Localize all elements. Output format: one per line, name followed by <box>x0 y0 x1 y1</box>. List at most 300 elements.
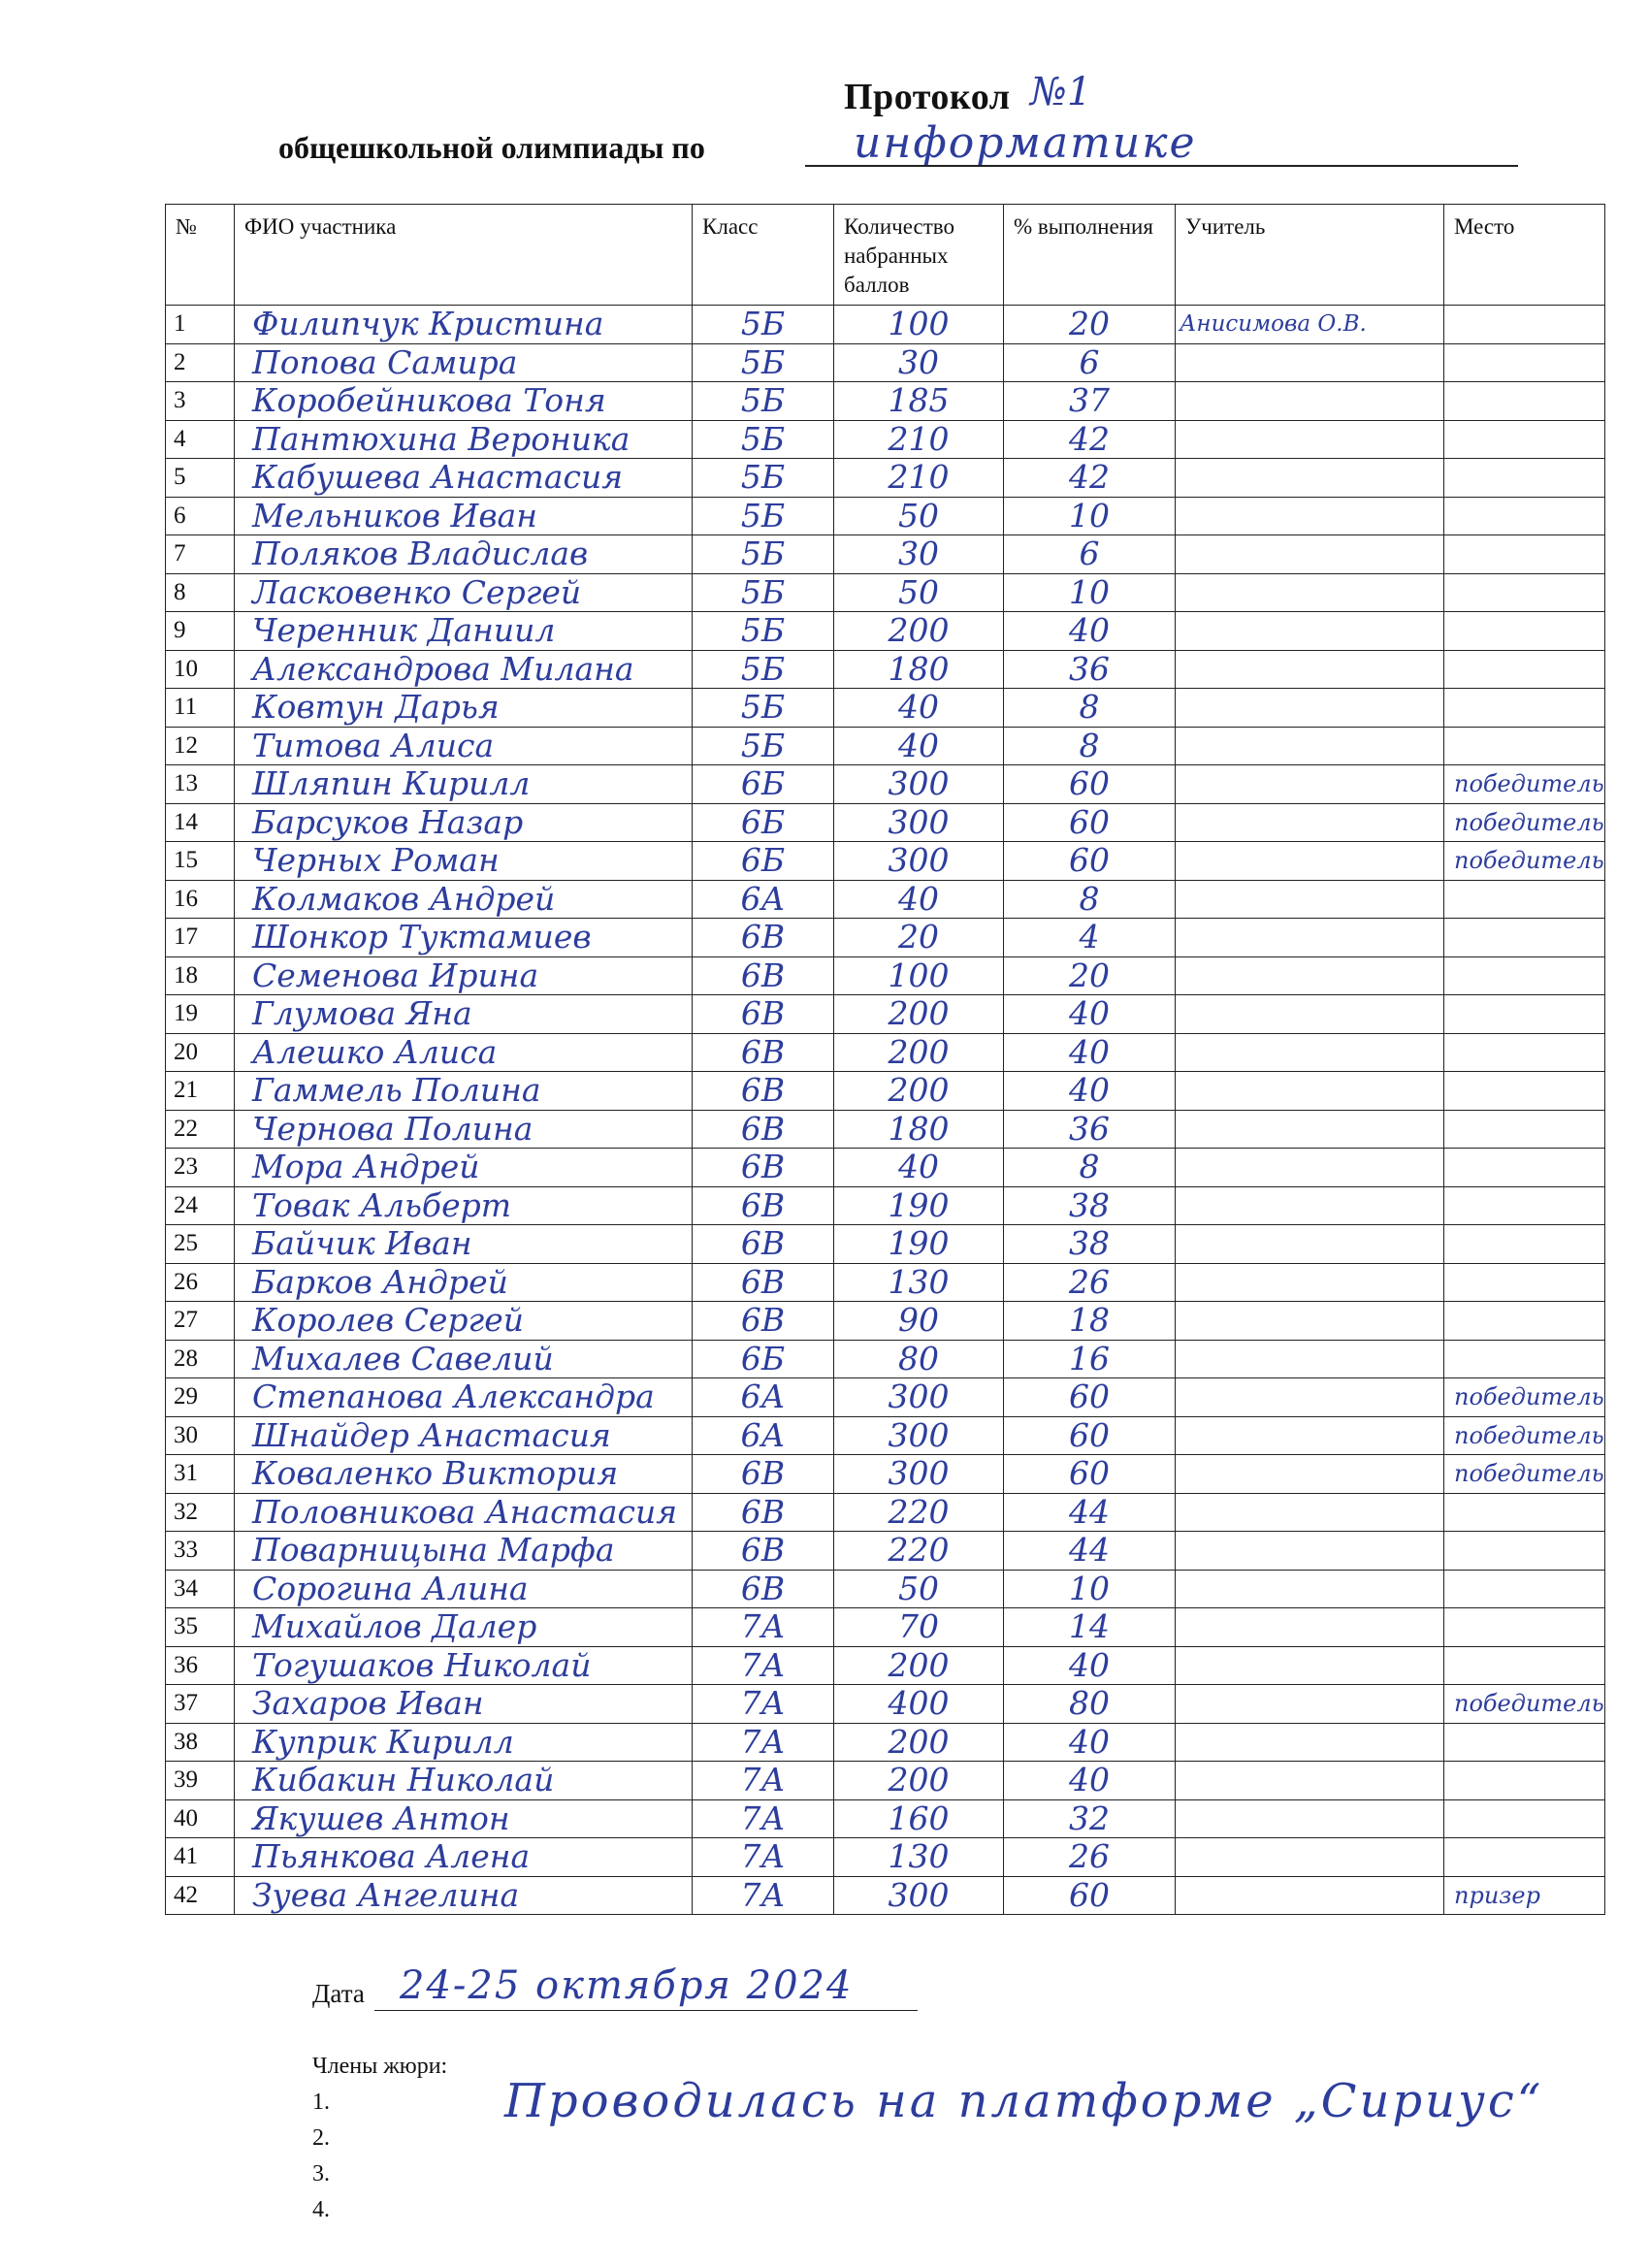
table-row <box>166 1340 1605 1378</box>
row-number: 10 <box>166 650 235 689</box>
row-number: 22 <box>166 1110 235 1149</box>
participant-score: 40 <box>834 880 1004 919</box>
participant-place <box>1444 382 1605 421</box>
row-number: 2 <box>166 343 235 382</box>
participant-place <box>1444 1723 1605 1762</box>
participant-name: Шнайдер Анастасия <box>235 1416 693 1455</box>
participant-percent: 44 <box>1004 1532 1176 1571</box>
participant-class: 5Б <box>693 689 834 728</box>
participant-teacher <box>1176 497 1444 535</box>
participant-name: Ковтун Дарья <box>235 689 693 728</box>
participant-name: Захаров Иван <box>235 1685 693 1724</box>
participant-class: 7А <box>693 1799 834 1838</box>
participant-score: 90 <box>834 1302 1004 1341</box>
column-header: Учитель <box>1176 205 1444 306</box>
participant-percent: 40 <box>1004 1762 1176 1800</box>
participant-place <box>1444 956 1605 995</box>
row-number: 26 <box>166 1263 235 1302</box>
participant-place <box>1444 650 1605 689</box>
table-row <box>166 1876 1605 1915</box>
table-row <box>166 1799 1605 1838</box>
participant-percent: 20 <box>1004 956 1176 995</box>
participant-name: Куприк Кирилл <box>235 1723 693 1762</box>
table-row <box>166 1263 1605 1302</box>
participant-place <box>1444 1799 1605 1838</box>
participant-class: 7А <box>693 1646 834 1685</box>
participant-teacher <box>1176 535 1444 574</box>
participant-teacher <box>1176 343 1444 382</box>
row-number: 9 <box>166 612 235 651</box>
table-row <box>166 956 1605 995</box>
participant-place <box>1444 995 1605 1034</box>
participant-name: Александрова Милана <box>235 650 693 689</box>
participant-percent: 26 <box>1004 1263 1176 1302</box>
participant-percent: 36 <box>1004 1110 1176 1149</box>
participant-teacher <box>1176 1723 1444 1762</box>
table-row <box>166 1416 1605 1455</box>
participant-class: 5Б <box>693 612 834 651</box>
participant-percent: 60 <box>1004 1378 1176 1417</box>
row-number: 27 <box>166 1302 235 1341</box>
table-row <box>166 306 1605 344</box>
participant-teacher <box>1176 1186 1444 1225</box>
participant-score: 50 <box>834 573 1004 612</box>
table-row <box>166 880 1605 919</box>
participant-name: Тогушаков Николай <box>235 1646 693 1685</box>
table-row <box>166 1762 1605 1800</box>
participant-place <box>1444 1110 1605 1149</box>
row-number: 6 <box>166 497 235 535</box>
participant-score: 190 <box>834 1225 1004 1264</box>
participant-place <box>1444 1149 1605 1187</box>
participant-class: 6Б <box>693 765 834 804</box>
table-row <box>166 1608 1605 1647</box>
document-title: Протокол <box>844 77 1011 117</box>
participant-score: 30 <box>834 535 1004 574</box>
table-row <box>166 535 1605 574</box>
participant-percent: 38 <box>1004 1225 1176 1264</box>
participant-name: Михалев Савелий <box>235 1340 693 1378</box>
participant-teacher <box>1176 1149 1444 1187</box>
participant-class: 6А <box>693 1378 834 1417</box>
participant-place <box>1444 612 1605 651</box>
participant-percent: 8 <box>1004 1149 1176 1187</box>
participant-teacher <box>1176 880 1444 919</box>
participant-teacher <box>1176 573 1444 612</box>
participant-score: 210 <box>834 420 1004 459</box>
row-number: 23 <box>166 1149 235 1187</box>
participant-name: Зуева Ангелина <box>235 1876 693 1915</box>
participant-teacher <box>1176 1685 1444 1724</box>
row-number: 14 <box>166 803 235 842</box>
participant-percent: 10 <box>1004 1570 1176 1608</box>
participant-percent: 4 <box>1004 919 1176 957</box>
participant-class: 7А <box>693 1608 834 1647</box>
participant-place <box>1444 1302 1605 1341</box>
row-number: 29 <box>166 1378 235 1417</box>
participant-place <box>1444 535 1605 574</box>
participant-percent: 40 <box>1004 1646 1176 1685</box>
jury-item: 3. <box>312 2161 330 2187</box>
participant-name: Мора Андрей <box>235 1149 693 1187</box>
row-number: 33 <box>166 1532 235 1571</box>
participant-place <box>1444 727 1605 765</box>
table-row <box>166 1838 1605 1877</box>
participant-class: 6В <box>693 1455 834 1494</box>
participant-score: 200 <box>834 612 1004 651</box>
participant-teacher <box>1176 765 1444 804</box>
participant-score: 300 <box>834 803 1004 842</box>
participant-percent: 26 <box>1004 1838 1176 1877</box>
participant-percent: 36 <box>1004 650 1176 689</box>
participant-percent: 60 <box>1004 765 1176 804</box>
participant-class: 6Б <box>693 1340 834 1378</box>
participant-place: победитель <box>1444 803 1605 842</box>
participant-percent: 60 <box>1004 842 1176 881</box>
participant-percent: 8 <box>1004 727 1176 765</box>
row-number: 15 <box>166 842 235 881</box>
participant-name: Черенник Даниил <box>235 612 693 651</box>
participant-teacher <box>1176 1838 1444 1877</box>
participant-teacher <box>1176 382 1444 421</box>
participant-name: Товак Альберт <box>235 1186 693 1225</box>
row-number: 11 <box>166 689 235 728</box>
participant-name: Коваленко Виктория <box>235 1455 693 1494</box>
participant-score: 300 <box>834 1876 1004 1915</box>
participant-place <box>1444 1608 1605 1647</box>
participant-percent: 60 <box>1004 1876 1176 1915</box>
participant-percent: 42 <box>1004 420 1176 459</box>
participant-score: 190 <box>834 1186 1004 1225</box>
table-body <box>166 306 1605 1915</box>
row-number: 38 <box>166 1723 235 1762</box>
participant-score: 300 <box>834 1416 1004 1455</box>
participant-place: победитель <box>1444 842 1605 881</box>
participant-class: 6В <box>693 1110 834 1149</box>
participant-class: 6В <box>693 919 834 957</box>
participant-place: победитель <box>1444 1685 1605 1724</box>
row-number: 41 <box>166 1838 235 1877</box>
participant-name: Гаммель Полина <box>235 1072 693 1111</box>
participant-score: 300 <box>834 1378 1004 1417</box>
participant-score: 200 <box>834 1033 1004 1072</box>
table-row <box>166 1302 1605 1341</box>
participant-teacher <box>1176 459 1444 498</box>
table-header-row <box>166 205 1605 306</box>
document-header <box>0 0 1649 175</box>
participant-percent: 60 <box>1004 1416 1176 1455</box>
jury-list <box>312 2085 447 2228</box>
participant-place <box>1444 880 1605 919</box>
table-row <box>166 1685 1605 1724</box>
participant-teacher <box>1176 1493 1444 1532</box>
subject-underline <box>805 165 1518 167</box>
table-row <box>166 497 1605 535</box>
participant-score: 40 <box>834 1149 1004 1187</box>
participant-teacher <box>1176 1876 1444 1915</box>
participant-place <box>1444 497 1605 535</box>
participant-teacher <box>1176 1110 1444 1149</box>
participant-class: 6В <box>693 995 834 1034</box>
participant-name: Поварницына Марфа <box>235 1532 693 1571</box>
row-number: 13 <box>166 765 235 804</box>
participant-score: 300 <box>834 1455 1004 1494</box>
date-value: 24-25 октября 2024 <box>400 1963 854 2008</box>
participant-percent: 20 <box>1004 306 1176 344</box>
table-row <box>166 1225 1605 1264</box>
participant-score: 40 <box>834 727 1004 765</box>
participant-percent: 10 <box>1004 497 1176 535</box>
participant-class: 5Б <box>693 382 834 421</box>
table-row <box>166 573 1605 612</box>
participant-percent: 32 <box>1004 1799 1176 1838</box>
participant-teacher <box>1176 803 1444 842</box>
participant-percent: 40 <box>1004 1033 1176 1072</box>
participant-percent: 60 <box>1004 803 1176 842</box>
participant-place <box>1444 1340 1605 1378</box>
row-number: 25 <box>166 1225 235 1264</box>
participant-percent: 16 <box>1004 1340 1176 1378</box>
participant-class: 5Б <box>693 497 834 535</box>
participant-score: 300 <box>834 842 1004 881</box>
row-number: 39 <box>166 1762 235 1800</box>
participant-score: 200 <box>834 1072 1004 1111</box>
participant-place <box>1444 1838 1605 1877</box>
participant-place <box>1444 1532 1605 1571</box>
participant-place <box>1444 306 1605 344</box>
table-row <box>166 1033 1605 1072</box>
participant-class: 6В <box>693 1072 834 1111</box>
participant-teacher <box>1176 1416 1444 1455</box>
participant-teacher <box>1176 1378 1444 1417</box>
participant-place <box>1444 1072 1605 1111</box>
participant-class: 6В <box>693 1225 834 1264</box>
date-underline <box>374 2010 918 2011</box>
participant-teacher <box>1176 995 1444 1034</box>
participant-percent: 6 <box>1004 535 1176 574</box>
participant-percent: 60 <box>1004 1455 1176 1494</box>
table-row <box>166 995 1605 1034</box>
column-header: № <box>166 205 235 306</box>
participant-teacher <box>1176 1646 1444 1685</box>
participant-name: Михайлов Далер <box>235 1608 693 1647</box>
column-header: Место <box>1444 205 1605 306</box>
table-row <box>166 1378 1605 1417</box>
participant-teacher <box>1176 1033 1444 1072</box>
participant-name: Попова Самира <box>235 343 693 382</box>
row-number: 20 <box>166 1033 235 1072</box>
participant-class: 5Б <box>693 343 834 382</box>
row-number: 18 <box>166 956 235 995</box>
participant-percent: 42 <box>1004 459 1176 498</box>
table-row <box>166 1110 1605 1149</box>
participant-percent: 44 <box>1004 1493 1176 1532</box>
participant-percent: 18 <box>1004 1302 1176 1341</box>
row-number: 17 <box>166 919 235 957</box>
participant-name: Поляков Владислав <box>235 535 693 574</box>
participant-percent: 14 <box>1004 1608 1176 1647</box>
participant-class: 5Б <box>693 573 834 612</box>
participant-class: 5Б <box>693 650 834 689</box>
participant-name: Алешко Алиса <box>235 1033 693 1072</box>
participant-teacher <box>1176 1762 1444 1800</box>
table-row <box>166 1149 1605 1187</box>
table-row <box>166 1493 1605 1532</box>
participant-name: Чернова Полина <box>235 1110 693 1149</box>
participant-name: Черных Роман <box>235 842 693 881</box>
olympiad-subject: информатике <box>854 118 1197 168</box>
participant-score: 180 <box>834 1110 1004 1149</box>
table-row <box>166 1646 1605 1685</box>
row-number: 19 <box>166 995 235 1034</box>
participant-teacher <box>1176 1302 1444 1341</box>
participant-teacher <box>1176 956 1444 995</box>
row-number: 5 <box>166 459 235 498</box>
participant-class: 5Б <box>693 727 834 765</box>
participant-percent: 8 <box>1004 689 1176 728</box>
participant-name: Барсуков Назар <box>235 803 693 842</box>
participant-teacher <box>1176 842 1444 881</box>
participant-score: 100 <box>834 956 1004 995</box>
jury-label: Члены жюри: <box>312 2054 448 2079</box>
table-row <box>166 727 1605 765</box>
participant-teacher <box>1176 1225 1444 1264</box>
participant-place <box>1444 420 1605 459</box>
participant-teacher <box>1176 1340 1444 1378</box>
participant-name: Сорогина Алина <box>235 1570 693 1608</box>
column-header: Количество набранных баллов <box>834 205 1004 306</box>
participant-class: 6В <box>693 1570 834 1608</box>
participant-teacher <box>1176 1455 1444 1494</box>
participant-name: Шляпин Кирилл <box>235 765 693 804</box>
participant-place <box>1444 1493 1605 1532</box>
participant-class: 5Б <box>693 306 834 344</box>
row-number: 8 <box>166 573 235 612</box>
table-row <box>166 1532 1605 1571</box>
participant-score: 20 <box>834 919 1004 957</box>
table-row <box>166 1570 1605 1608</box>
table-row <box>166 1072 1605 1111</box>
table-row <box>166 803 1605 842</box>
participant-class: 7А <box>693 1876 834 1915</box>
participant-score: 180 <box>834 650 1004 689</box>
row-number: 32 <box>166 1493 235 1532</box>
participant-score: 220 <box>834 1493 1004 1532</box>
participant-name: Титова Алиса <box>235 727 693 765</box>
table-row <box>166 765 1605 804</box>
participant-class: 6В <box>693 1149 834 1187</box>
participant-teacher <box>1176 727 1444 765</box>
participant-place <box>1444 343 1605 382</box>
table-row <box>166 1455 1605 1494</box>
participant-name: Барков Андрей <box>235 1263 693 1302</box>
participant-percent: 10 <box>1004 573 1176 612</box>
participant-place <box>1444 1263 1605 1302</box>
row-number: 21 <box>166 1072 235 1111</box>
participant-score: 70 <box>834 1608 1004 1647</box>
participant-name: Половникова Анастасия <box>235 1493 693 1532</box>
participant-name: Колмаков Андрей <box>235 880 693 919</box>
jury-item: 2. <box>312 2125 330 2151</box>
protocol-number: №1 <box>1030 70 1092 114</box>
table-row <box>166 650 1605 689</box>
participant-class: 6Б <box>693 803 834 842</box>
participant-name: Пантюхина Вероника <box>235 420 693 459</box>
participant-class: 6В <box>693 1302 834 1341</box>
row-number: 1 <box>166 306 235 344</box>
column-header: % выполнения <box>1004 205 1176 306</box>
participant-percent: 37 <box>1004 382 1176 421</box>
participant-class: 6А <box>693 880 834 919</box>
participant-score: 200 <box>834 1646 1004 1685</box>
table-row <box>166 1723 1605 1762</box>
participant-place <box>1444 573 1605 612</box>
participant-percent: 38 <box>1004 1186 1176 1225</box>
row-number: 42 <box>166 1876 235 1915</box>
participant-score: 160 <box>834 1799 1004 1838</box>
participant-class: 6В <box>693 1186 834 1225</box>
column-header: ФИО участника <box>235 205 693 306</box>
participant-score: 130 <box>834 1838 1004 1877</box>
participant-teacher <box>1176 612 1444 651</box>
participant-score: 300 <box>834 765 1004 804</box>
participant-teacher: Анисимова О.В. <box>1176 306 1444 344</box>
participant-percent: 40 <box>1004 995 1176 1034</box>
row-number: 24 <box>166 1186 235 1225</box>
row-number: 35 <box>166 1608 235 1647</box>
participant-place: победитель <box>1444 765 1605 804</box>
participant-score: 30 <box>834 343 1004 382</box>
participant-name: Кибакин Николай <box>235 1762 693 1800</box>
participant-name: Филипчук Кристина <box>235 306 693 344</box>
participant-name: Королев Сергей <box>235 1302 693 1341</box>
participant-place: победитель <box>1444 1455 1605 1494</box>
participant-score: 50 <box>834 497 1004 535</box>
participant-place <box>1444 1762 1605 1800</box>
row-number: 30 <box>166 1416 235 1455</box>
participant-teacher <box>1176 650 1444 689</box>
participant-class: 5Б <box>693 459 834 498</box>
participant-class: 6В <box>693 956 834 995</box>
row-number: 4 <box>166 420 235 459</box>
table-row <box>166 689 1605 728</box>
participant-name: Глумова Яна <box>235 995 693 1034</box>
row-number: 12 <box>166 727 235 765</box>
row-number: 28 <box>166 1340 235 1378</box>
participant-teacher <box>1176 1799 1444 1838</box>
participant-name: Пьянкова Алена <box>235 1838 693 1877</box>
table-row <box>166 842 1605 881</box>
jury-block <box>312 2049 447 2228</box>
participant-name: Мельников Иван <box>235 497 693 535</box>
participant-name: Коробейникова Тоня <box>235 382 693 421</box>
participant-class: 6В <box>693 1532 834 1571</box>
participant-place: призер <box>1444 1876 1605 1915</box>
participant-place <box>1444 1570 1605 1608</box>
results-table <box>165 204 1605 1915</box>
row-number: 31 <box>166 1455 235 1494</box>
participant-teacher <box>1176 689 1444 728</box>
participant-score: 400 <box>834 1685 1004 1724</box>
participant-place: победитель <box>1444 1416 1605 1455</box>
row-number: 37 <box>166 1685 235 1724</box>
row-number: 7 <box>166 535 235 574</box>
participant-place: победитель <box>1444 1378 1605 1417</box>
participant-class: 6В <box>693 1263 834 1302</box>
participant-name: Шонкор Туктамиев <box>235 919 693 957</box>
participant-class: 7А <box>693 1723 834 1762</box>
row-number: 16 <box>166 880 235 919</box>
